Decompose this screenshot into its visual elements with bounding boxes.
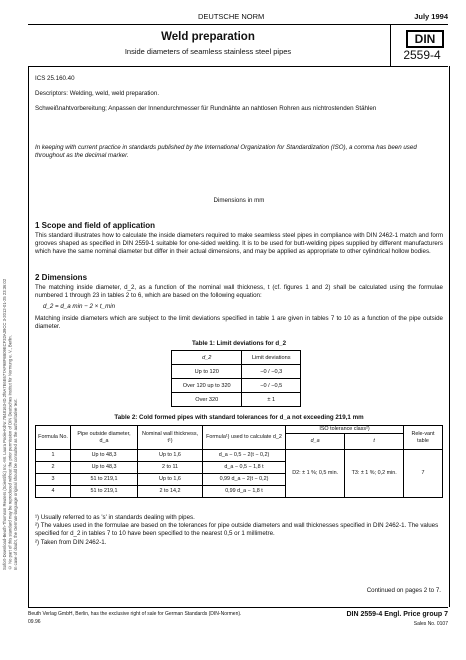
table-header-cell: Rele-vant table [404,426,443,450]
section-2-body-1: The matching inside diameter, d_2, as a function of the nominal wall thickness, t (cf. figures 1 and 2) shall be calculated using the formulae numbered 1 through 23 in tables 2 to 6, which are based on the following equation: [35,284,443,300]
header-top [28,12,448,22]
table-cell: 2 to 14,2 [138,486,203,498]
footnote: ²) The values used in the formulae are based on the tolerances for pipe outside diameters and wall thicknesses specified in DIN 2462-1. The values specified for d_2 in tables 7 to 10 have been specified to the nearest 0,5 or 1 millimetre. [35,522,439,538]
ics-code: ICS 25.160.40 [35,75,75,82]
table-cell: 7 [404,450,443,498]
standard-type: DEUTSCHE NORM [198,12,265,21]
table-cell: Up to 1,6 [138,474,203,486]
table-header-cell: Nominal wall thickness, t¹) [138,426,203,450]
table-header-cell: ISO tolerance class²) [286,426,404,434]
table-1-caption: Table 1: Limit deviations for d_2 [191,340,287,347]
table-cell: −0 / −0,5 [242,379,301,393]
table-header-cell: Formula No. [36,426,71,450]
publication-date: July 1994 [414,12,448,21]
table-row [172,365,301,379]
table-cell: −0 / −0,3 [242,365,301,379]
table-cell: D2: ± 1 %; 0,5 min. [286,450,345,498]
document-body [28,66,450,607]
table-header-cell: Limit deviations [242,351,301,365]
table-cell: 3 [36,474,71,486]
footer-reference: DIN 2559-4 Engl. Price group 7 [346,611,448,618]
table-1 [171,350,301,407]
table-cell: 51 to 219,1 [71,474,138,486]
footer-code: 09.96 [28,619,41,625]
table-cell: T3: ± 1 %; 0,2 min. [345,450,404,498]
section-1-heading: 1 Scope and field of application [35,221,156,230]
table-cell: 2 [36,462,71,474]
side-text-line: © No part of this standard may be reproduced without the prior permission of DIN Deutsches Institut für Normung e. V., Berlin. [7,335,13,570]
table-cell: ± 1 [242,393,301,407]
title-block [28,25,448,67]
footnote: ²) Taken from DIN 2462-1. [35,538,107,546]
table-cell: Over 320 [172,393,242,407]
dimensions-note: Dimensions in mm [213,197,265,204]
page-footer [28,607,448,627]
table-cell: Up to 48,3 [71,462,138,474]
table-row [172,379,301,393]
table-2 [35,425,443,498]
table-cell: d_a − 0,5 − 2(t − 0,2) [203,450,286,462]
table-header-cell: d_a [286,434,345,450]
table-header-cell: Formula¹) used to calculate d_2 [203,426,286,450]
document-title: Weld preparation [161,31,255,43]
table-2-notes [35,514,443,547]
table-cell: 51 to 219,1 [71,486,138,498]
section-2-heading: 2 Dimensions [35,273,88,282]
side-text-line: In case of doubt, the German-language original should be consulted as the authoritative text. [13,398,18,570]
section-2-body-2: Matching inside diameters which are subject to the limit deviations specified in table 1 are given in tables 7 to 10 as a function of the pipe outside diameter. [35,315,443,331]
table-cell: 4 [36,486,71,498]
table-header-cell: Pipe outside diameter, d_a [71,426,138,450]
table-cell: 0,99 d_a − 1,8 t [203,486,286,498]
continued-note: Continued on pages 2 to 7. [366,587,441,594]
table-cell: 1 [36,450,71,462]
table-cell: 2 to 11 [138,462,203,474]
footnote: ¹) Usually referred to as 's' in standards dealing with pipes. [35,514,195,521]
din-logo: DIN [406,30,444,48]
table-cell: Up to 48,3 [71,450,138,462]
side-margin-text [2,150,20,570]
table-row [36,426,443,434]
table-2-caption: Table 2: Cold formed pipes with standard tolerances for d_a not exceeding 219,1 mm [114,414,364,421]
table-header-cell: d_2 [172,351,242,365]
section-1-body: This standard illustrates how to calculate the inside diameters required to make seamless steel pipes in compliance with DIN 2462-1 match and form grooves shaped as specified in DIN 2559-1 suitable for one-sided welding. It is to be used for butt-welding pipes supplied by different manufacturers which have the same nominal diameter but differ in their actual dimensions, and may be applied as appropriate to other cylindrical hollow bodies. [35,232,443,256]
iso-note: In keeping with current practice in standards published by the International Organization for Standardization (ISO), a comma has been used throughout as the decimal marker. [35,144,417,160]
german-title: Schweißnahtvorbereitung; Anpassen der Innendurchmesser für Rundnähte an nahtlosen Rohren aus nichtrostenden Stählen [35,105,377,112]
document-subtitle: Inside diameters of seamless stainless steel pipes [124,47,292,56]
din-number: 2559-4 [403,48,441,62]
publisher-note: Beuth Verlag GmbH, Berlin, has the exclusive right of sale for German Standards (DIN-Normen). [28,611,242,617]
descriptors: Descriptors: Welding, weld, weld preparation. [35,90,160,97]
table-cell: d_a − 0,5 − 1,8 t [203,462,286,474]
table-cell: Up to 120 [172,365,242,379]
table-cell: 0,99 d_a − 2(t − 0,2) [203,474,286,486]
table-row [172,393,301,407]
table-cell: Up to 1,6 [138,450,203,462]
sales-number: Sales No. 0107 [413,621,448,627]
table-row [36,450,443,462]
table-header-cell: t [345,434,404,450]
table-cell: Over 120 up to 320 [172,379,242,393]
equation: d_2 = d_a min − 2 × t_min [43,303,116,310]
side-text-line: Sofort-Download-Beuth-Thomson Reuters (Scientific) Inc.-Mr. Laura Poole-KdNr.7848163-ID.2f6A7E6E677AF98F6B09ECF32A39CC 3-2012-01-25 23:36:02 [2,278,7,570]
table-row [172,351,301,365]
